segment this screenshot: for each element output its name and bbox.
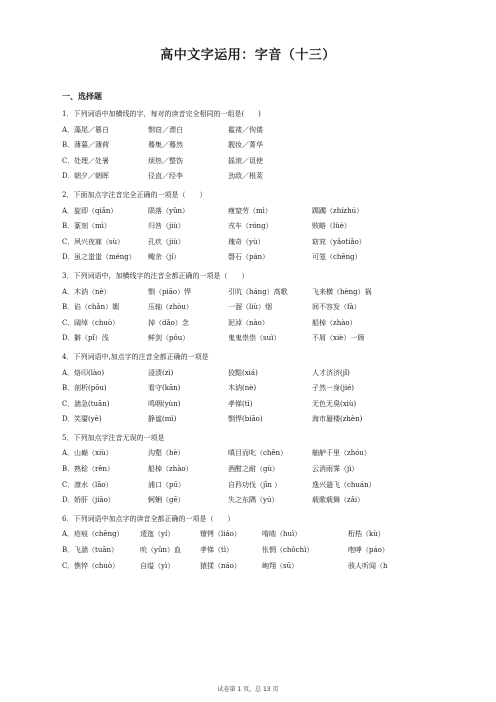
option-item: 飞湍（tuān） xyxy=(74,546,119,555)
option-item: 载歌载舞（zǎi） xyxy=(312,496,365,505)
option-item: 篆刻（mì） xyxy=(74,222,111,231)
answer-option[interactable] xyxy=(62,412,454,428)
question-stem: 2．下面加点字注音完全正确的一项是（ ） xyxy=(62,190,207,199)
option-item: 自矜功伐（jīn ） xyxy=(228,480,282,489)
option-item: 可笼（chēng） xyxy=(312,253,362,262)
option-item: 磬石（pán） xyxy=(228,253,270,262)
option-item: 咆哮（páo） xyxy=(348,546,389,555)
answer-option[interactable] xyxy=(62,366,454,382)
option-item: 朝夕／朝晖 xyxy=(74,172,109,181)
question-stem: 1．下列词语中加横线的字，每对的读音完全相同的一组是( ) xyxy=(62,110,261,118)
option-item: 孔疚（jiù） xyxy=(148,237,185,246)
option-item: 山巅（xiù） xyxy=(74,449,113,458)
option-label: D． xyxy=(62,253,75,262)
option-label: D． xyxy=(62,172,75,181)
answer-option[interactable] xyxy=(62,285,454,301)
answer-option[interactable] xyxy=(62,527,454,543)
answer-option[interactable] xyxy=(62,235,454,251)
option-label: B． xyxy=(62,384,75,393)
option-item: 自缢（yì） xyxy=(140,561,175,570)
option-item: 船棹（zhào） xyxy=(312,318,357,327)
option-label: C． xyxy=(62,237,75,246)
answer-option[interactable] xyxy=(62,543,454,559)
option-item: 吮（yǔn）血 xyxy=(140,546,181,555)
option-item: 谄（chǎn）媚 xyxy=(74,303,120,312)
option-label: A． xyxy=(62,125,75,134)
option-item: 径直／经李 xyxy=(148,172,183,181)
option-item: 剽悍(biāo) xyxy=(228,415,263,424)
option-label: B． xyxy=(62,222,75,231)
answer-option[interactable] xyxy=(62,381,454,397)
option-label: C． xyxy=(62,156,75,165)
option-item: 鲰余（jí） xyxy=(148,253,181,262)
option-item: 戎车（róng） xyxy=(228,222,273,231)
option-label: A． xyxy=(62,530,75,539)
page-title: 高中文字运用：字音（十三） xyxy=(160,48,336,63)
option-item: 娇肝（jiāo） xyxy=(74,496,115,505)
answer-option[interactable] xyxy=(62,204,454,220)
answer-option[interactable] xyxy=(62,300,454,316)
option-item: 一溜（liù）烟 xyxy=(228,303,272,312)
option-item: 瑰奇（yù） xyxy=(228,237,265,246)
option-item: 云消雨霁（jì） xyxy=(312,465,359,474)
option-item: 啃啮（huì） xyxy=(262,530,302,539)
option-item: 人才济济(jǐ) xyxy=(312,368,350,377)
answer-option[interactable] xyxy=(62,316,454,332)
option-item: 骇人听闻（h xyxy=(348,561,388,570)
option-label: C． xyxy=(62,480,75,489)
option-label: B． xyxy=(62,303,75,312)
option-item: 潦水（lǎo） xyxy=(74,480,113,489)
option-item: 怅惘（chǒchì） xyxy=(262,546,314,555)
option-item: 窈窕（yǎotiǎo） xyxy=(312,237,366,246)
option-label: C． xyxy=(62,399,75,408)
question-stem: 5．下列加点字注音无误的一项是 xyxy=(62,433,165,442)
option-item: 憔悴（chuò） xyxy=(74,561,120,570)
option-item: 虽之蚩蚩（méng） xyxy=(74,253,136,262)
option-item: 掉（dǎo）念 xyxy=(148,318,189,327)
option-item: 薄暮／薄荷 xyxy=(74,141,109,150)
option-item: 不屑（xiè）一顾 xyxy=(312,334,365,343)
answer-option[interactable] xyxy=(62,169,454,185)
option-item: 擗（pǐ）浅 xyxy=(74,334,109,343)
option-item: 褴褛／佝偻 xyxy=(228,125,263,134)
option-item: 烦热／整饬 xyxy=(148,156,183,165)
option-item: 烙印(lào) xyxy=(74,368,105,377)
option-item: 靓妆／菁华 xyxy=(228,141,263,150)
question-stem: 6．下列词语中加点字的读音全都正确的一项是（ ） xyxy=(62,514,235,523)
option-item: 舳舻千里（zhóu） xyxy=(312,449,371,458)
option-item: 鲜剑（pǒu） xyxy=(148,334,190,343)
option-item: 狡黠(xiá) xyxy=(228,368,258,377)
option-item: 劲敌／根荄 xyxy=(228,172,263,181)
answer-option[interactable] xyxy=(62,219,454,235)
option-item: 疮痕（chēng） xyxy=(74,530,124,539)
option-label: A． xyxy=(62,449,75,458)
option-item: 镣铐（liáo） xyxy=(200,530,241,539)
answer-option[interactable] xyxy=(62,462,454,478)
option-item: 熟稔（rěn） xyxy=(74,465,114,474)
option-label: D． xyxy=(62,415,75,424)
option-item: 峋翔（sū） xyxy=(262,561,299,570)
answer-option[interactable] xyxy=(62,331,454,347)
option-item: 浦口（pū） xyxy=(148,480,185,489)
option-label: C． xyxy=(62,561,75,570)
answer-option[interactable] xyxy=(62,493,454,509)
option-item: 无色无臭(xiù) xyxy=(312,399,357,408)
option-item: 剖析(pōu) xyxy=(74,384,107,393)
option-item: 逸兴遄飞（chuán） xyxy=(312,480,376,489)
option-item: 藻尾／篡白 xyxy=(74,125,109,134)
option-item: 泥淖（nào） xyxy=(228,318,269,327)
option-item: 摇滚／诅使 xyxy=(228,156,263,165)
option-label: C． xyxy=(62,318,75,327)
option-item: 看守(kān) xyxy=(148,384,181,393)
option-item: 湍急(tuān) xyxy=(74,399,110,408)
option-item: 鬼鬼祟祟（suì） xyxy=(228,334,281,343)
option-item: 压轴（zhòu） xyxy=(148,303,193,312)
option-label: B． xyxy=(62,141,75,150)
option-item: 孝悌（tì） xyxy=(200,546,234,555)
answer-option[interactable] xyxy=(62,446,454,462)
option-item: 木讷(nè) xyxy=(228,384,257,393)
option-item: 酒酣之耐（gù） xyxy=(228,465,279,474)
option-item: 沟壑（hè） xyxy=(148,449,185,458)
answer-option[interactable] xyxy=(62,138,454,154)
question-stem: 4．下列词语中,加点字的注音全都正确的一项是 xyxy=(62,352,209,361)
option-item: 夙兴夜寐（sù） xyxy=(74,237,125,246)
page-footer: 试卷第 1 页，总 13 页 xyxy=(217,686,279,693)
option-label: A． xyxy=(62,287,75,296)
option-item: 海市蜃楼(zhèn) xyxy=(312,415,363,424)
answer-option[interactable] xyxy=(62,397,454,413)
option-item: 剽（piāo）悍 xyxy=(148,287,192,296)
option-label: B． xyxy=(62,465,75,474)
option-item: 陨落（yǔn） xyxy=(148,206,189,215)
question-stem: 3．下列词语中，加横线字的注音全都正确的一项是（ ） xyxy=(62,271,249,280)
option-item: 木讷（nè） xyxy=(74,287,111,296)
option-item: 孝悌(tì) xyxy=(228,399,253,408)
option-item: 浸渍(zì) xyxy=(148,368,174,377)
option-item: 猿揉（náo） xyxy=(200,561,241,570)
option-item: 瘦窒劳（mì） xyxy=(228,206,272,215)
option-label: D． xyxy=(62,496,75,505)
option-item: 嗔目而叱（chēn） xyxy=(228,449,288,458)
question-list xyxy=(62,107,454,574)
answer-option[interactable] xyxy=(62,123,454,139)
option-item: 阔绰（chuò） xyxy=(74,318,120,327)
option-item: 蓦集／蓦然 xyxy=(148,141,183,150)
option-item: 旋即（qiǎn） xyxy=(74,206,118,215)
option-label: B． xyxy=(62,546,75,555)
option-item: 笑靥(yè) xyxy=(74,415,102,424)
section-title: 一、选择题 xyxy=(62,92,102,101)
option-item: 逶迤（yí） xyxy=(140,530,175,539)
answer-option[interactable] xyxy=(62,154,454,170)
option-item: 踯躅（zhízhú） xyxy=(312,206,364,215)
option-item: 间不容发（fà） xyxy=(312,303,361,312)
answer-option[interactable] xyxy=(62,250,454,266)
option-item: 引吭（háng）高歌 xyxy=(228,287,288,296)
answer-option[interactable] xyxy=(62,559,454,575)
option-item: 赅略（lüè） xyxy=(312,222,351,231)
option-item: 处理／处暑 xyxy=(74,156,109,165)
option-item: 船棹（zhào） xyxy=(148,465,193,474)
option-item: 孑然一身(jié) xyxy=(312,384,355,393)
option-label: A． xyxy=(62,368,75,377)
option-item: 剽窃／漂白 xyxy=(148,125,183,134)
option-item: 静谧(mì) xyxy=(148,415,177,424)
option-item: 蚵蜊（gē） xyxy=(148,496,185,505)
option-item: 鸣咽(yùn) xyxy=(148,399,181,408)
option-item: 归咎（jiù） xyxy=(148,222,185,231)
option-label: D． xyxy=(62,334,75,343)
option-label: A． xyxy=(62,206,75,215)
answer-option[interactable] xyxy=(62,478,454,494)
option-item: 失之东隅（yú） xyxy=(228,496,279,505)
option-item: 桁梏（kù） xyxy=(348,530,385,539)
option-item: 飞来横（hèng）祸 xyxy=(312,287,372,296)
